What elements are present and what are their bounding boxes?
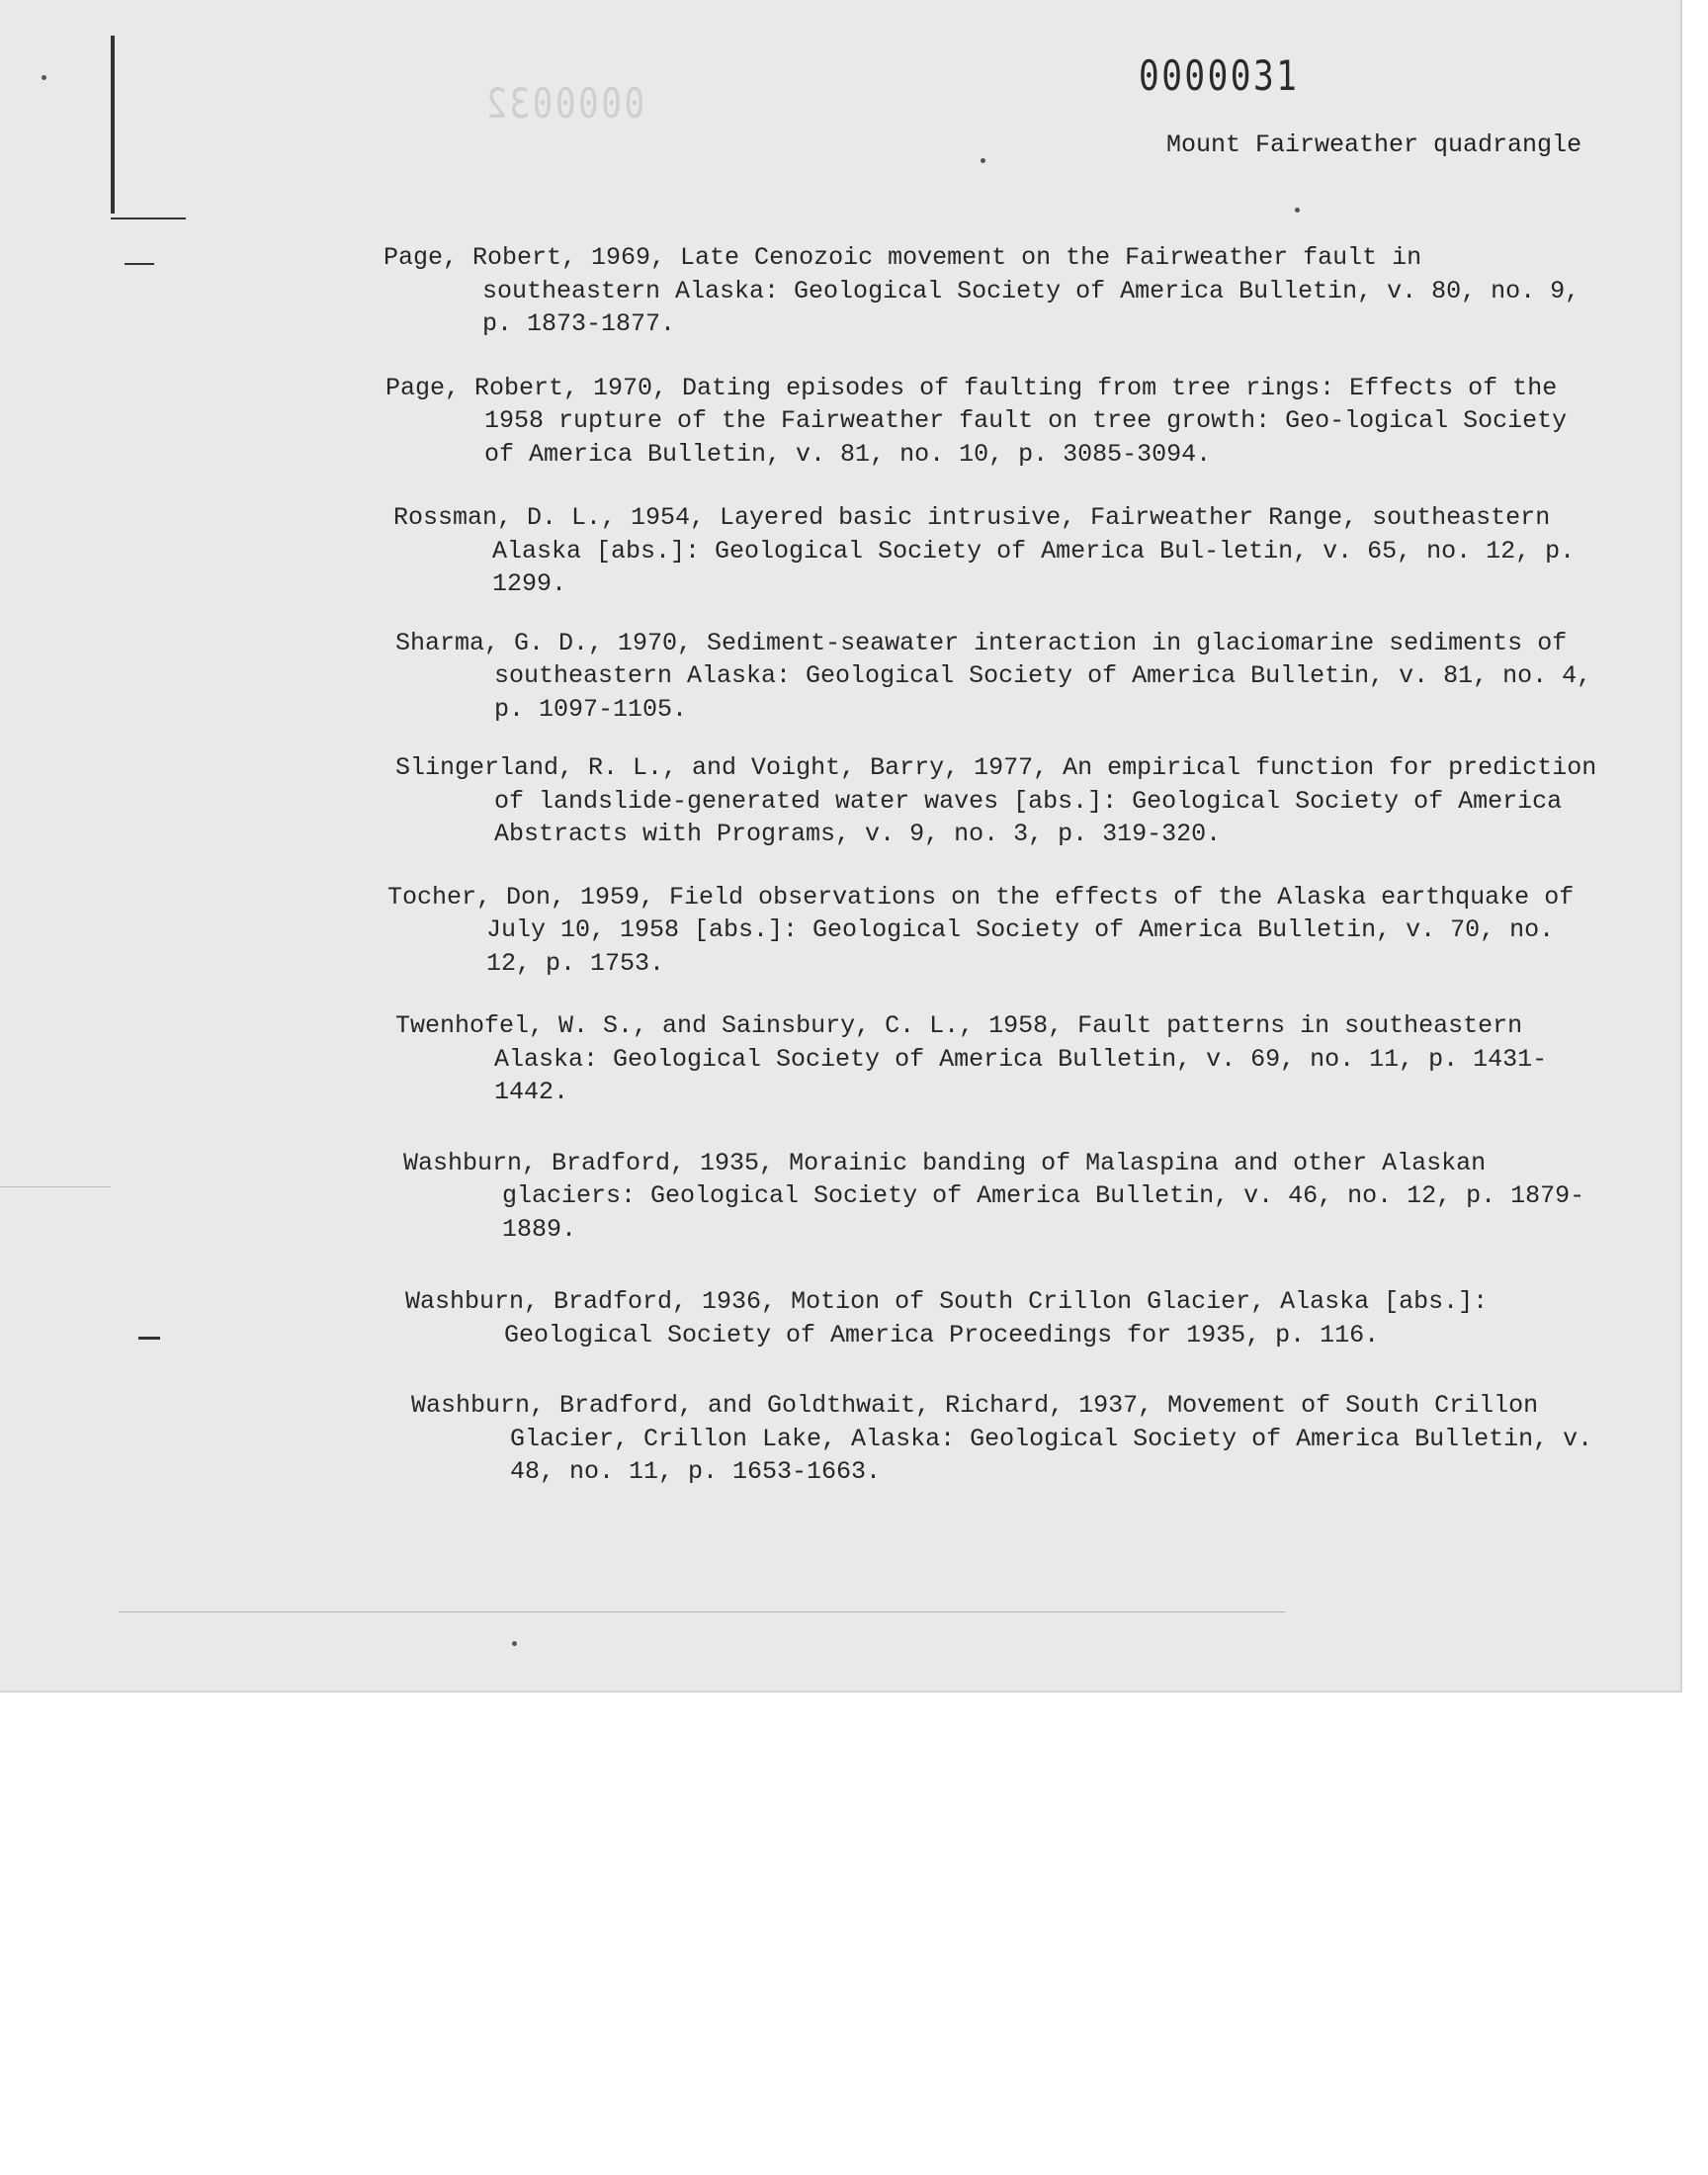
page-number: 0000031: [1139, 51, 1300, 100]
margin-mark: [0, 1186, 111, 1187]
scan-streak: [119, 1611, 1285, 1612]
reference-list: [384, 241, 1599, 1489]
reference-entry: Washburn, Bradford, and Goldthwait, Richard, 1937, Movement of South Crillon Glacier, Crillon Lake, Alaska: Geological Society of America Bulletin, v. 48, no. 11, p. 1653-1663.: [411, 1391, 1593, 1486]
reference-entry: Washburn, Bradford, 1936, Motion of South Crillon Glacier, Alaska [abs.]: Geological Society of America Proceedings for 1935, p. 116.: [405, 1287, 1489, 1349]
speck: [981, 158, 985, 163]
speck: [512, 1641, 517, 1646]
speck: [1295, 208, 1300, 213]
margin-mark: [111, 218, 186, 219]
reference-entry: Twenhofel, W. S., and Sainsbury, C. L., 1958, Fault patterns in southeastern Alaska: Geological Society of America Bulletin, v. 69, no. 11, p. 1431-1442.: [395, 1011, 1548, 1106]
reference-entry: Page, Robert, 1970, Dating episodes of faulting from tree rings: Effects of the 1958 rupture of the Fairweather fault on tree growth: Geo-logical Society of America Bulletin, v. 81, no. 10, p. 3085-3094.: [385, 373, 1568, 469]
margin-mark: [111, 36, 115, 214]
reference-entry: Rossman, D. L., 1954, Layered basic intrusive, Fairweather Range, southeastern Alaska [abs.]: Geological Society of America Bul-letin, v. 65, no. 12, p. 1299.: [393, 503, 1576, 598]
reference-entry: Tocher, Don, 1959, Field observations on the effects of the Alaska earthquake of July 10, 1958 [abs.]: Geological Society of America Bulletin, v. 70, no. 12, p. 1753.: [387, 882, 1575, 978]
quadrangle-heading: Mount Fairweather quadrangle: [1166, 130, 1582, 159]
reference-entry: Washburn, Bradford, 1935, Morainic banding of Malaspina and other Alaskan glaciers: Geological Society of America Bulletin, v. 46, no. 12, p. 1879-1889.: [403, 1148, 1585, 1244]
speck: [42, 75, 46, 80]
reference-entry: Sharma, G. D., 1970, Sediment-seawater interaction in glaciomarine sediments of southeastern Alaska: Geological Society of America Bulletin, v. 81, no. 4, p. 1097-1105.: [395, 628, 1592, 724]
reference-entry: Page, Robert, 1969, Late Cenozoic movement on the Fairweather fault in southeastern Alaska: Geological Society of America Bulletin, v. 80, no. 9, p. 1873-1877.: [384, 243, 1580, 338]
reference-entry: Slingerland, R. L., and Voight, Barry, 1977, An empirical function for prediction of landslide-generated water waves [abs.]: Geological Society of America Abstracts with Programs, v. 9, no. 3, p. 319-320.: [395, 753, 1597, 848]
margin-mark: [125, 263, 154, 265]
blank-area: [0, 1693, 1708, 2175]
margin-mark: [138, 1337, 160, 1340]
ghost-page-number: 0000032: [483, 79, 645, 128]
